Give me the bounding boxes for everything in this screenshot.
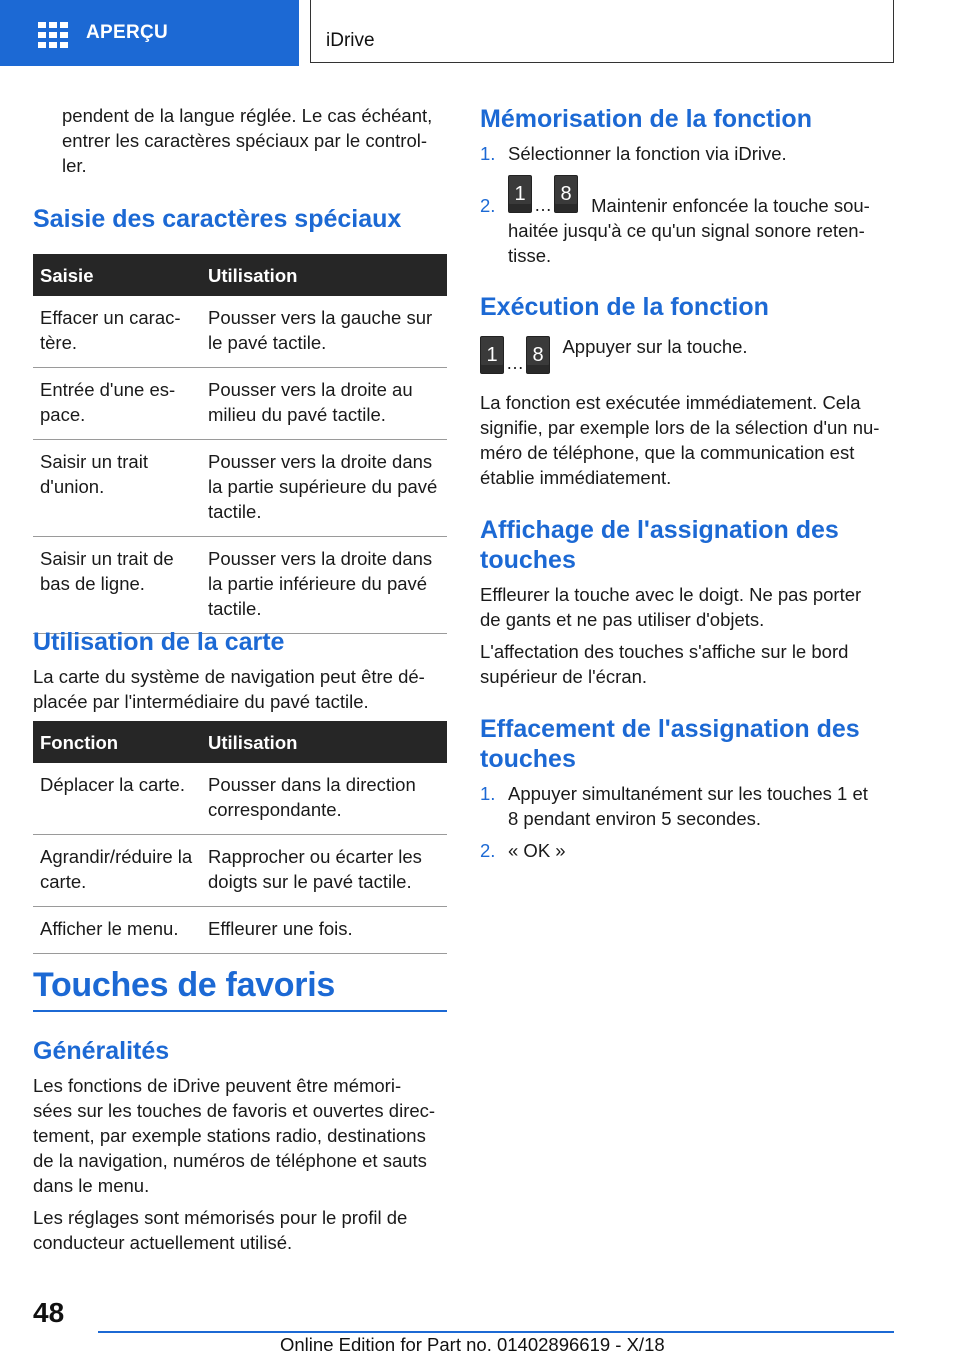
table-header: Saisie xyxy=(33,254,201,296)
exec-paragraph: La fonction est exécutée immédiatement. Cela signifie, par exemple lors de la sélection d'un nu‐ méro de téléphone, que la communication est établie immédiatement. xyxy=(480,392,880,488)
table-row: Effacer un carac‐ tère. Pousser vers la gauche sur le pavé tactile. xyxy=(33,296,447,368)
delete-title: Effacement de l'assignation des touches xyxy=(480,715,860,773)
save-step-2: 2.1 … 8 Maintenir enfoncée la touche sou‐ haitée jusqu'à ce qu'un signal sonore reten‐ tisse. xyxy=(480,175,892,268)
delete-step-1: 1. Appuyer simultanément sur les touches 1 et 8 pendant environ 5 secondes. xyxy=(480,783,868,829)
delete-step-2: 2. « OK » xyxy=(480,840,566,861)
general-paragraph-2: Les réglages sont mémorisés pour le profil de conducteur actuellement utilisé. xyxy=(33,1207,408,1253)
page-number: 48 xyxy=(33,1297,65,1328)
overview-tab[interactable] xyxy=(0,0,299,66)
display-paragraph-2: L'affectation des touches s'affiche sur le bord supérieur de l'écran. xyxy=(480,641,849,687)
grid-menu-icon xyxy=(38,22,68,44)
key-8-icon: 8 xyxy=(554,175,578,213)
table-row: Entrée d'une es‐ pace. Pousser vers la droite au milieu du pavé tactile. xyxy=(33,368,447,440)
special-chars-table xyxy=(33,254,447,634)
table-row: Déplacer la carte. Pousser dans la direction correspondante. xyxy=(33,763,447,835)
save-title: Mémorisation de la fonction xyxy=(480,105,812,133)
table-header: Fonction xyxy=(33,721,201,763)
display-paragraph-1: Effleurer la touche avec le doigt. Ne pas porter de gants et ne pas utiliser d'objets. xyxy=(480,584,862,630)
table-row: Saisir un trait de bas de ligne. Pousser vers la droite dans la partie inférieure du pavé tactile. xyxy=(33,537,447,634)
table-row: Afficher le menu. Effleurer une fois. xyxy=(33,907,447,954)
table-header: Utilisation xyxy=(201,254,447,296)
edition-text: Online Edition for Part no. 01402896619 - X/18 xyxy=(280,1334,665,1355)
overview-label: APERÇU xyxy=(86,22,169,43)
map-title: Utilisation de la carte xyxy=(33,628,285,656)
map-paragraph: La carte du système de navigation peut être dé‐ placée par l'intermédiaire du pavé tactile. xyxy=(33,666,425,712)
footer-rule xyxy=(98,1331,894,1333)
favorites-title: Touches de favoris xyxy=(33,966,335,1004)
general-title: Généralités xyxy=(33,1037,170,1065)
section-label: iDrive xyxy=(326,30,375,51)
general-paragraph-1: Les fonctions de iDrive peuvent être mémori‐ sées sur les touches de favoris et ouvertes direc‐ tement, par exemple stations radio, destinations de la navigation, numéros de téléphone et sauts dans le menu. xyxy=(33,1075,436,1196)
key-1-icon: 1 xyxy=(508,175,532,213)
table-header: Utilisation xyxy=(201,721,447,763)
key-1-icon: 1 xyxy=(480,336,504,374)
title-rule xyxy=(33,1010,447,1012)
key-8-icon: 8 xyxy=(526,336,550,374)
table-row: Saisir un trait d'union. Pousser vers la droite dans la partie supérieure du pavé tactile. xyxy=(33,440,447,537)
special-chars-title: Saisie des caractères spéciaux xyxy=(33,205,402,233)
display-title: Affichage de l'assignation des touches xyxy=(480,516,839,574)
map-table xyxy=(33,721,447,954)
exec-press: 1 … 8 Appuyer sur la touche. xyxy=(480,336,892,374)
exec-title: Exécution de la fonction xyxy=(480,293,769,321)
save-step-1: 1. Sélectionner la fonction via iDrive. xyxy=(480,143,787,164)
intro-paragraph: pendent de la langue réglée. Le cas échéant, entrer les caractères spéciaux par le control‐ ler. xyxy=(62,105,433,176)
table-row: Agrandir/réduire la carte. Rapprocher ou écarter les doigts sur le pavé tactile. xyxy=(33,835,447,907)
section-header xyxy=(310,0,894,63)
